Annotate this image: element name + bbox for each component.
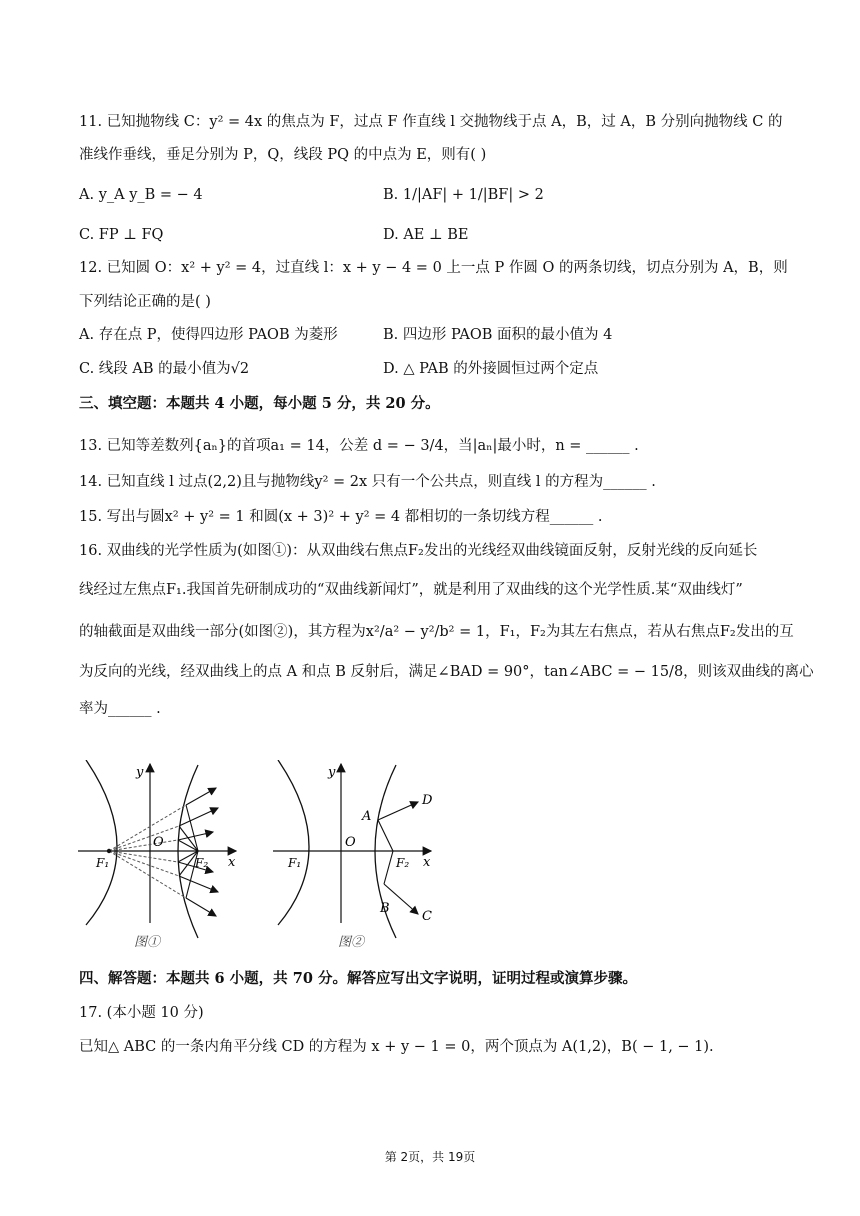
q12-stem-line1: 12. 已知圆 O：x² + y² = 4，过直线 l：x + y − 4 = 0 上一点 P 作圆 O 的两条切线，切点分别为 A，B，则 bbox=[79, 260, 788, 276]
fig1-x-label: x bbox=[228, 855, 236, 870]
q17-title: 17. (本小题 10 分) bbox=[79, 1005, 204, 1021]
q16-line4: 为反向的光线，经双曲线上的点 A 和点 B 反射后，满足∠BAD = 90°，tan∠ABC = − 15/8，则该双曲线的离心 bbox=[79, 664, 814, 680]
q12-option-b: B. 四边形 PAOB 面积的最小值为 4 bbox=[383, 327, 613, 343]
q11-stem-line1: 11. 已知抛物线 C：y² = 4x 的焦点为 F，过点 F 作直线 l 交抛物线于点 A，B，过 A，B 分别向抛物线 C 的 bbox=[79, 114, 783, 130]
focus-f1-dot bbox=[107, 849, 111, 853]
q12-option-a: A. 存在点 P，使得四边形 PAOB 为菱形 bbox=[79, 327, 338, 343]
q12-option-c: C. 线段 AB 的最小值为√2 bbox=[79, 361, 250, 377]
q11-option-b: B. 1/|AF| + 1/|BF| > 2 bbox=[383, 187, 544, 203]
q16-line5: 率为______ . bbox=[79, 701, 161, 717]
q11-option-a: A. y_A y_B = − 4 bbox=[79, 187, 203, 203]
fig2-x-label: x bbox=[423, 855, 431, 870]
q11-option-c: C. FP ⊥ FQ bbox=[79, 227, 164, 243]
q11-option-d: D. AE ⊥ BE bbox=[383, 227, 469, 243]
fig2-f2-label: F₂ bbox=[396, 856, 410, 870]
q16-line2: 线经过左焦点F₁.我国首先研制成功的“双曲线新闻灯”，就是利用了双曲线的这个光学性质.某“双曲线灯” bbox=[79, 582, 743, 598]
fig2-d-label: D bbox=[422, 793, 433, 808]
q14: 14. 已知直线 l 过点(2,2)且与抛物线y² = 2x 只有一个公共点，则直线 l 的方程为______ . bbox=[79, 474, 656, 490]
q17-stem: 已知△ ABC 的一条内角平分线 CD 的方程为 x + y − 1 = 0，两个顶点为 A(1,2)，B( − 1, − 1). bbox=[79, 1039, 714, 1055]
fig1-f1-label: F₁ bbox=[96, 856, 110, 870]
figure-2 bbox=[268, 760, 443, 950]
fig1-caption: 图① bbox=[134, 935, 161, 950]
q16-line3: 的轴截面是双曲线一部分(如图②)，其方程为x²/a² − y²/b² = 1，F₁，F₂为其左右焦点，若从右焦点F₂发出的互 bbox=[79, 624, 794, 640]
fig2-b-label: B bbox=[380, 901, 390, 916]
fig2-y-label: y bbox=[328, 765, 336, 780]
fig1-y-label: y bbox=[136, 765, 144, 780]
q15: 15. 写出与圆x² + y² = 1 和圆(x + 3)² + y² = 4 都相切的一条切线方程______ . bbox=[79, 509, 603, 525]
fig1-f2-label: F₂ bbox=[195, 856, 209, 870]
q13: 13. 已知等差数列{aₙ}的首项a₁ = 14，公差 d = − 3/4，当|aₙ|最小时，n = ______ . bbox=[79, 438, 639, 454]
page-footer: 第 2页，共 19页 bbox=[384, 1150, 476, 1164]
q12-stem-line2: 下列结论正确的是( ) bbox=[79, 294, 211, 310]
section-4-heading: 四、解答题：本题共 6 小题，共 70 分。解答应写出文字说明，证明过程或演算步骤。 bbox=[79, 970, 637, 987]
fig2-caption: 图② bbox=[338, 935, 365, 950]
left-branch bbox=[86, 760, 117, 925]
figure-1 bbox=[78, 760, 248, 950]
fig2-c-label: C bbox=[422, 909, 432, 924]
fig1-o-label: O bbox=[153, 835, 164, 850]
fig2-f1-label: F₁ bbox=[288, 856, 302, 870]
fig2-o-label: O bbox=[345, 835, 356, 850]
q16-line1: 16. 双曲线的光学性质为(如图①)：从双曲线右焦点F₂发出的光线经双曲线镜面反射，反射光线的反向延长 bbox=[79, 543, 758, 559]
section-3-heading: 三、填空题：本题共 4 小题，每小题 5 分，共 20 分。 bbox=[79, 395, 440, 412]
fig2-a-label: A bbox=[362, 809, 372, 824]
q12-option-d: D. △ PAB 的外接圆恒过两个定点 bbox=[383, 361, 599, 377]
left-branch bbox=[278, 760, 309, 925]
q11-stem-line2: 准线作垂线，垂足分别为 P，Q，线段 PQ 的中点为 E，则有( ) bbox=[79, 147, 487, 163]
